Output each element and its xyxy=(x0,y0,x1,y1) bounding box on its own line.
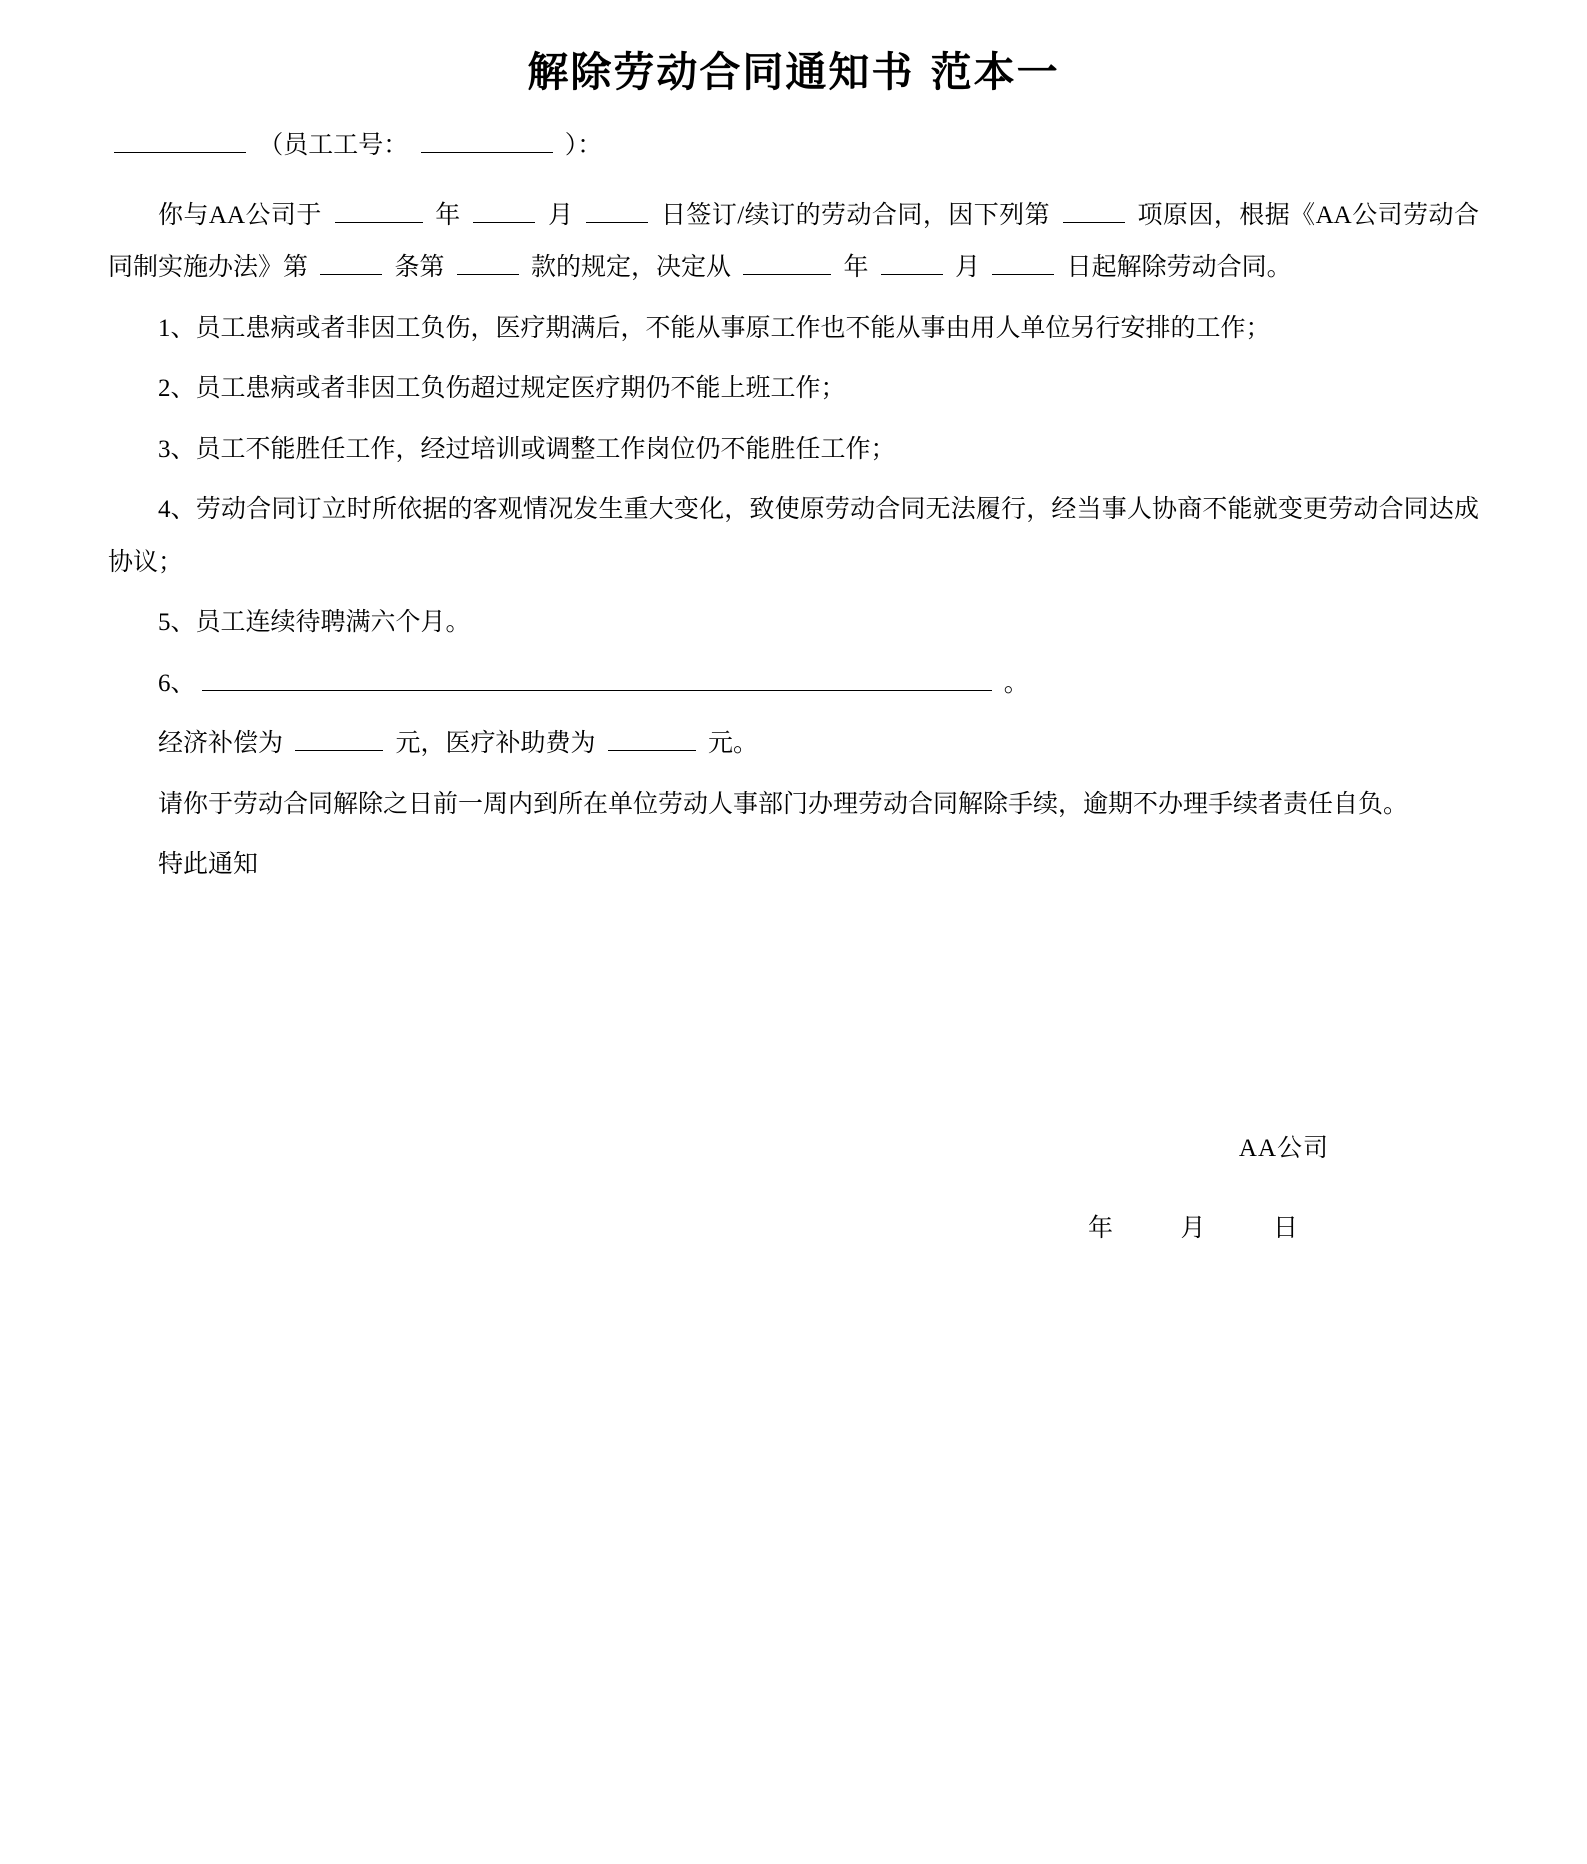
clause-blank[interactable] xyxy=(457,246,519,276)
intro-seg-6: 条第 xyxy=(394,254,445,282)
reason-6-tail: 。 xyxy=(1003,669,1029,697)
sign-month-blank[interactable] xyxy=(473,193,535,223)
closing-line: 特此通知 xyxy=(158,851,259,879)
notice-paragraph: 请你于劳动合同解除之日前一周内到所在单位劳动人事部门办理劳动合同解除手续，逾期不办理手续者责任自负。 xyxy=(158,790,1409,818)
reason-index-blank[interactable] xyxy=(1063,193,1125,223)
compensation-seg-1: 经济补偿为 xyxy=(158,730,284,758)
contract-intro-paragraph xyxy=(108,190,1479,295)
article-blank[interactable] xyxy=(320,246,382,276)
intro-seg-10: 日起解除劳动合同。 xyxy=(1066,254,1292,282)
intro-seg-7: 款的规定，决定从 xyxy=(531,254,732,282)
compensation-amount-blank[interactable] xyxy=(295,722,383,752)
signature-spacer xyxy=(108,900,1479,1050)
addressee-name-blank[interactable] xyxy=(114,123,246,153)
compensation-seg-3: 元。 xyxy=(708,730,759,758)
compensation-seg-2: 元，医疗补助费为 xyxy=(395,730,596,758)
terminate-year-blank[interactable] xyxy=(743,246,831,276)
sign-year-blank[interactable] xyxy=(335,193,423,223)
signature-company: AA公司 xyxy=(1238,1134,1329,1162)
terminate-day-blank[interactable] xyxy=(992,246,1054,276)
signature-day-label: 日 xyxy=(1272,1214,1299,1242)
intro-seg-4: 日签订/续订的劳动合同，因下列第 xyxy=(660,201,1051,229)
addressee-line xyxy=(108,123,1479,166)
signature-year-label: 年 xyxy=(1087,1214,1114,1242)
intro-seg-8: 年 xyxy=(843,254,869,282)
reason-item: 4、劳动合同订立时所依据的客观情况发生重大变化，致使原劳动合同无法履行，经当事人协商不能就变更劳动合同达成协议； xyxy=(108,496,1479,576)
intro-seg-2: 年 xyxy=(435,201,461,229)
signature-block xyxy=(108,1124,1479,1254)
intro-seg-3: 月 xyxy=(548,201,574,229)
terminate-month-blank[interactable] xyxy=(881,246,943,276)
addressee-suffix: ）： xyxy=(564,131,603,159)
intro-seg-9: 月 xyxy=(955,254,981,282)
reason-6-number: 6、 xyxy=(158,669,196,697)
reason-item-6 xyxy=(108,658,1479,711)
employee-id-label: （员工工号： xyxy=(258,131,409,159)
reason-item: 1、员工患病或者非因工负伤，医疗期满后，不能从事原工作也不能从事由用人单位另行安排的工作； xyxy=(158,314,1271,342)
reason-item: 3、员工不能胜任工作，经过培训或调整工作岗位仍不能胜任工作； xyxy=(158,435,896,463)
intro-seg-1: 你与AA公司于 xyxy=(158,201,322,229)
employee-id-blank[interactable] xyxy=(421,123,553,153)
signature-date xyxy=(108,1204,1329,1254)
sign-day-blank[interactable] xyxy=(586,193,648,223)
reason-item: 5、员工连续待聘满六个月。 xyxy=(158,609,471,637)
reason-6-blank[interactable] xyxy=(202,661,992,691)
page-title: 解除劳动合同通知书 范本一 xyxy=(527,48,1060,96)
compensation-paragraph xyxy=(108,718,1479,771)
intro-seg-5: 项原因，根据《AA公司劳动合同制实施办法》第 xyxy=(108,201,1479,282)
signature-month-label: 月 xyxy=(1180,1214,1207,1242)
medical-subsidy-blank[interactable] xyxy=(608,722,696,752)
reason-item: 2、员工患病或者非因工负伤超过规定医疗期仍不能上班工作； xyxy=(158,375,846,403)
